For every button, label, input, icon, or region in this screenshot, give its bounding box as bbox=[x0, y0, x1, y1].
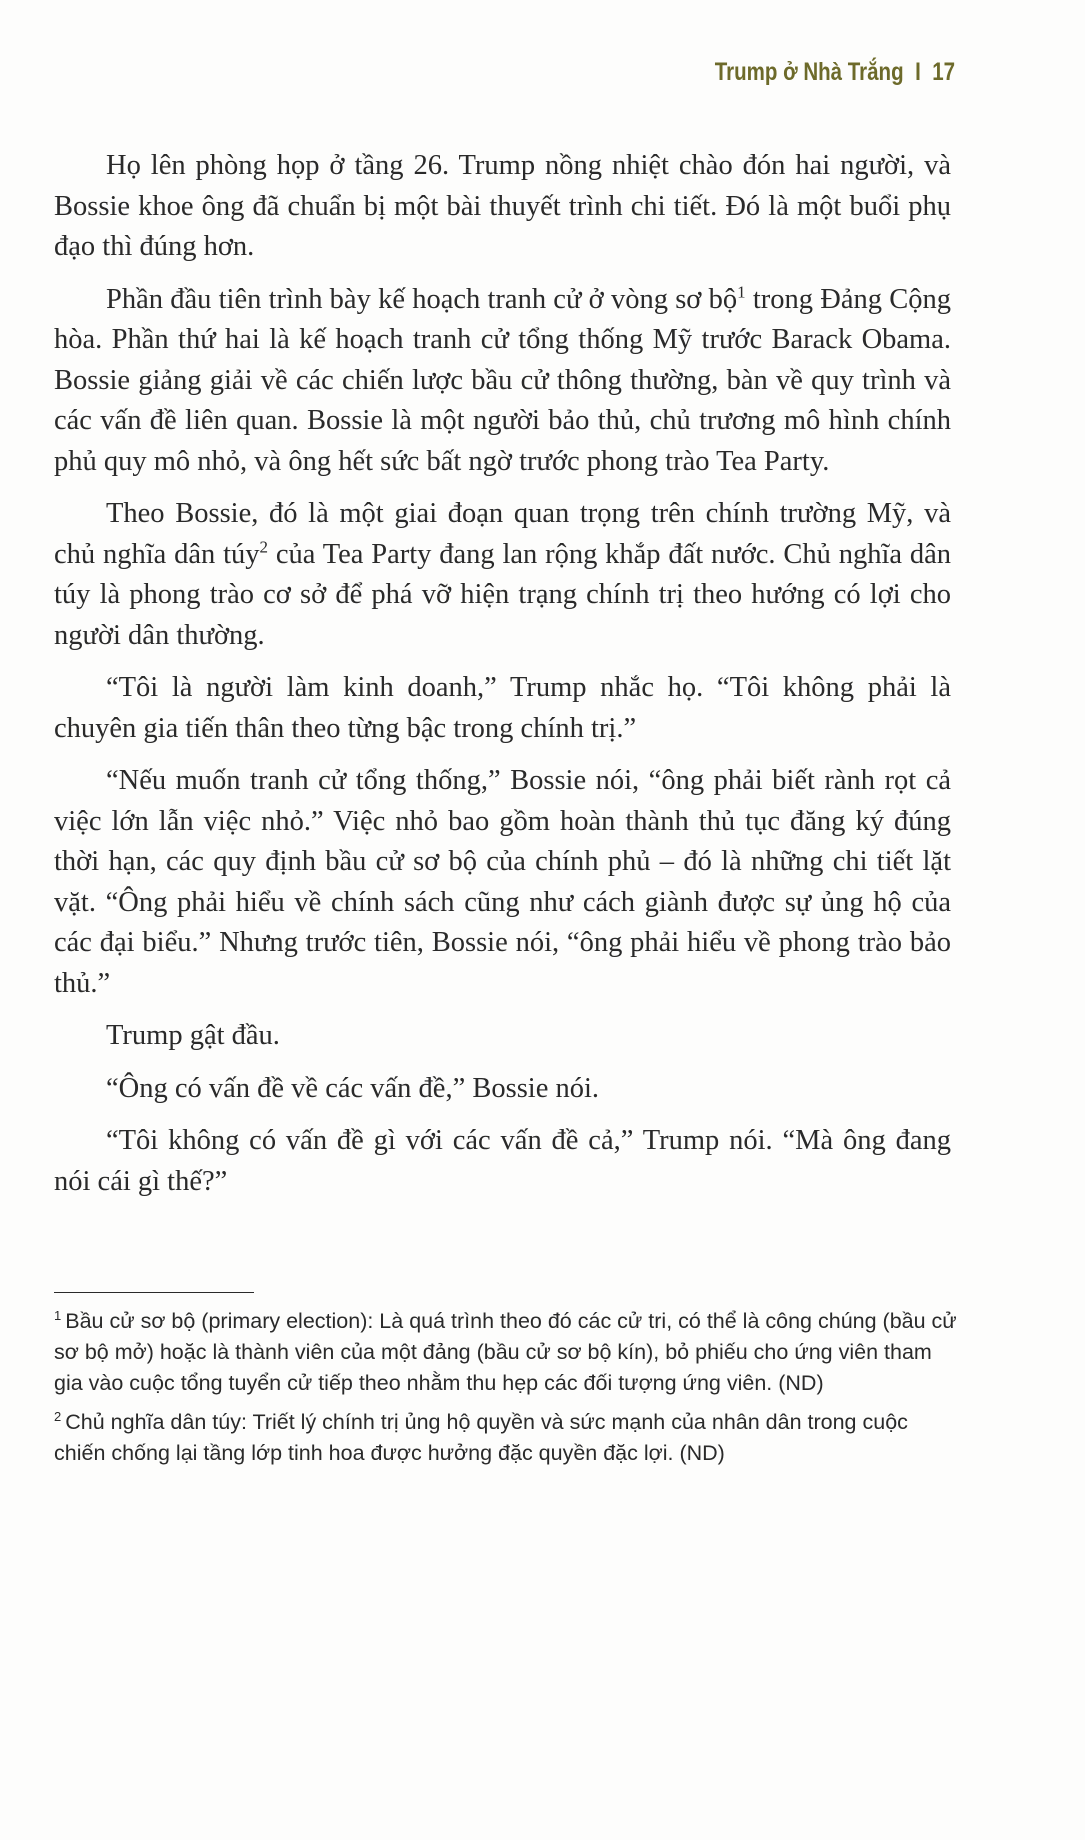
footnote-text: Bầu cử sơ bộ (primary election): Là quá trình theo đó các cử tri, có thể là công chúng (bầu cử sơ bộ mở) hoặc là thành viên của một đảng (bầu cử sơ bộ kín), bỏ phiếu cho ứng viên tham gia vào cuộc tổng tuyển cử tiếp theo nhằm thu hẹp các đối tượng ứng viên. (ND) bbox=[54, 1309, 957, 1395]
body-text bbox=[54, 146, 951, 1214]
paragraph: “Tôi là người làm kinh doanh,” Trump nhắc họ. “Tôi không phải là chuyên gia tiến thân theo từng bậc trong chính trị.” bbox=[54, 672, 951, 744]
page-number: 17 bbox=[932, 58, 955, 86]
header-separator: I bbox=[915, 58, 921, 86]
footnote-ref-2: 2 bbox=[259, 537, 269, 556]
paragraph: Phần đầu tiên trình bày kế hoạch tranh cử ở vòng sơ bộ$^1$ trong Đảng Cộng hòa. Phần thứ hai là kế hoạch tranh cử tổng thống Mỹ trước Barack Obama. Bossie giảng giải về các chiến lược bầu cử thông thường, bàn về quy trình và các vấn đề liên quan. Bossie là một người bảo thủ, chủ trương mô hình chính phủ quy mô nhỏ, và ông hết sức bất ngờ trước phong trào Tea Party. bbox=[54, 282, 952, 477]
footnote-text: Chủ nghĩa dân túy: Triết lý chính trị ủng hộ quyền và sức mạnh của nhân dân trong cuộc chiến chống lại tầng lớp tinh hoa được hưởng đặc quyền đặc lợi. (ND) bbox=[54, 1410, 908, 1465]
footnotes bbox=[54, 1306, 959, 1477]
paragraph: Trump gật đầu. bbox=[106, 1020, 280, 1051]
footnote-2 bbox=[54, 1407, 959, 1469]
paragraph: “Tôi không có vấn đề gì với các vấn đề cả,” Trump nói. “Mà ông đang nói cái gì thế?” bbox=[54, 1125, 951, 1197]
paragraph: Họ lên phòng họp ở tầng 26. Trump nồng nhiệt chào đón hai người, và Bossie khoe ông đã chuẩn bị một bài thuyết trình chi tiết. Đó là một buổi phụ đạo thì đúng hơn. bbox=[54, 150, 951, 262]
footnote-divider bbox=[54, 1292, 254, 1293]
footnote-number: 1 bbox=[54, 1307, 62, 1323]
footnote-1 bbox=[54, 1306, 959, 1399]
paragraph: Theo Bossie, đó là một giai đoạn quan trọng trên chính trường Mỹ, và chủ nghĩa dân túy$^2$ của Tea Party đang lan rộng khắp đất nước. Chủ nghĩa dân túy là phong trào cơ sở để phá vỡ hiện trạng chính trị theo hướng có lợi cho người dân thường. bbox=[54, 498, 951, 651]
footnote-ref-1: 1 bbox=[737, 282, 746, 301]
paragraph: “Ông có vấn đề về các vấn đề,” Bossie nói. bbox=[106, 1072, 600, 1104]
chapter-title: Trump ở Nhà Trắng bbox=[714, 58, 904, 86]
paragraph: “Nếu muốn tranh cử tổng thống,” Bossie nói, “ông phải biết rành rọt cả việc lớn lẫn việc nhỏ.” Việc nhỏ bao gồm hoàn thành thủ tục đăng ký đúng thời hạn, các quy định bầu cử sơ bộ của chính phủ – đó là những chi tiết lặt vặt. “Ông phải hiểu về chính sách cũng như cách giành được sự ủng hộ của các đại biểu.” Nhưng trước tiên, Bossie nói, “ông phải hiểu về phong trào bảo thủ.” bbox=[54, 765, 951, 999]
running-header bbox=[715, 58, 955, 87]
footnote-number: 2 bbox=[54, 1408, 62, 1424]
